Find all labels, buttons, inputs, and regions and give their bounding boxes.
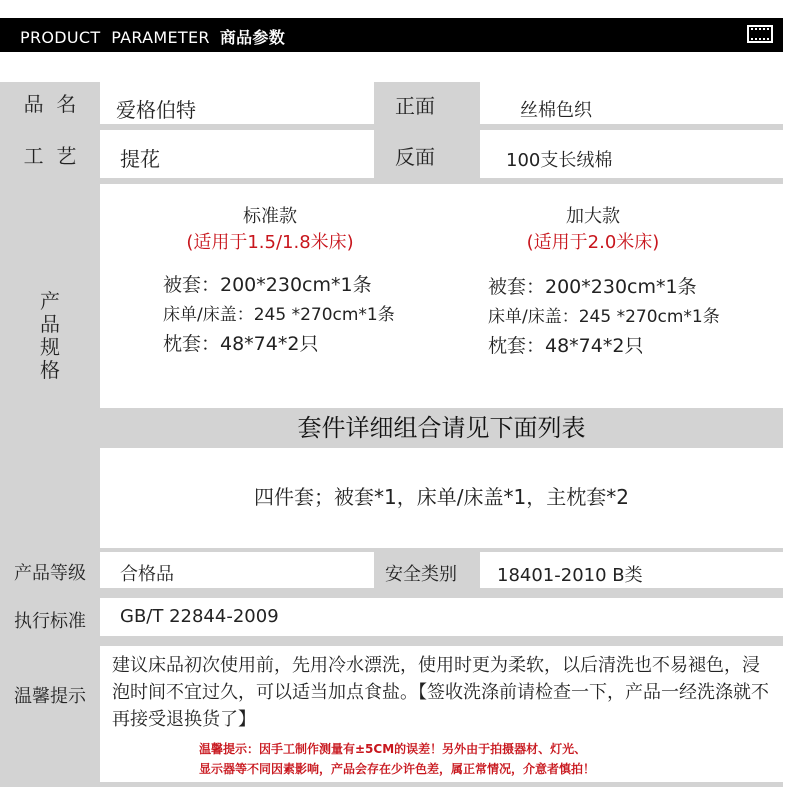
label-grade: 产品等级 (14, 563, 86, 584)
large-line: 床单/床盖：245 *270cm*1条 (488, 307, 720, 327)
combo-content: 四件套；被套*1，床单/床盖*1，主枕套*2 (254, 485, 629, 509)
label-spec (0, 290, 100, 382)
large-line: 被套：200*230cm*1条 (488, 276, 697, 298)
label-fanmian: 反面 (395, 145, 435, 169)
value-gongyi: 提花 (120, 147, 160, 171)
bottom-divider (100, 782, 783, 787)
large-line: 枕套：48*74*2只 (488, 335, 644, 357)
label-exec-standard: 执行标准 (14, 611, 86, 632)
row-divider (100, 588, 783, 598)
standard-title: 标准款 (243, 206, 297, 227)
large-title: 加大款 (566, 206, 620, 227)
label-spec-char: 格 (40, 358, 60, 382)
label-spec-char: 品 (40, 312, 60, 336)
tips-note-line: 显示器等不同因素影响，产品会存在少许色差，属正常情况，介意者慎拍！ (199, 762, 596, 776)
film-icon (747, 25, 773, 43)
label-safety: 安全类别 (385, 564, 457, 585)
value-exec-standard: GB/T 22844-2009 (120, 606, 279, 627)
tips-note-line: 温馨提示：因手工制作测量有±5CM的误差！另外由于拍摄器材、灯光、 (199, 742, 587, 756)
label-spec-char: 规 (40, 335, 60, 359)
label-pinming: 品 名 (23, 92, 77, 116)
standard-line: 枕套：48*74*2只 (163, 333, 319, 355)
header-bar (0, 18, 783, 52)
value-pinming: 爱格伯特 (116, 98, 196, 122)
value-safety: 18401-2010 B类 (497, 565, 643, 586)
value-fanmian: 100支长绒棉 (506, 150, 613, 171)
standard-subtitle: (适用于1.5/1.8米床) (186, 232, 354, 253)
label-zhengmian: 正面 (395, 94, 435, 118)
tips-text: 建议床品初次使用前，先用冷水漂洗，使用时更为柔软，以后清洗也不易褪色，浸泡时间不宜过久，可以适当加点食盐。【签收洗涤前请检查一下，产品一经洗涤就不再接受退换货了】 (112, 655, 769, 730)
header-title-cn: 商品参数 (219, 28, 286, 47)
value-grade: 合格品 (120, 564, 174, 585)
row-divider (100, 636, 783, 646)
header-title (20, 25, 285, 48)
label-spec-char: 产 (40, 289, 60, 313)
value-zhengmian: 丝棉色织 (520, 100, 592, 121)
label-gongyi: 工 艺 (23, 144, 77, 168)
combo-heading: 套件详细组合请见下面列表 (100, 408, 783, 448)
label-tips: 温馨提示 (14, 686, 86, 707)
header-title-en: PRODUCT PARAMETER (20, 28, 210, 47)
row-divider (100, 178, 783, 184)
standard-line: 床单/床盖：245 *270cm*1条 (163, 305, 395, 325)
large-subtitle: (适用于2.0米床) (526, 232, 660, 253)
standard-line: 被套：200*230cm*1条 (163, 274, 372, 296)
